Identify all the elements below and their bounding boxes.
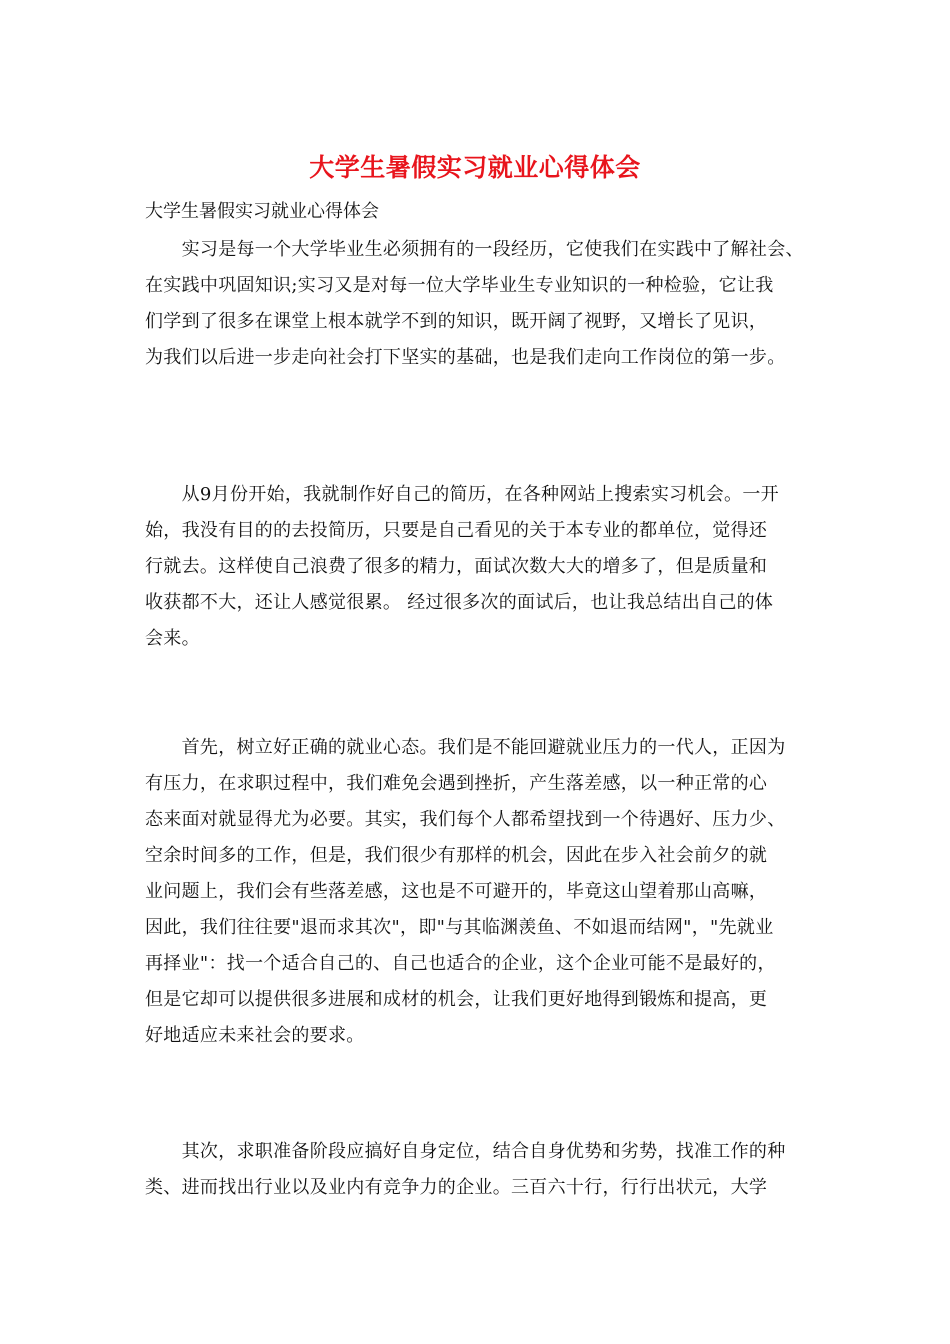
- paragraph-3: [145, 730, 815, 1054]
- paragraph-line: 收获都不大，还让人感觉很累。 经过很多次的面试后，也让我总结出自己的体: [145, 592, 774, 613]
- paragraph-line: 行就去。这样使自己浪费了很多的精力，面试次数大大的增多了，但是质量和: [145, 556, 768, 577]
- paragraph-line: 类、进而找出行业以及业内有竞争力的企业。三百六十行，行行出状元，大学: [145, 1177, 768, 1198]
- paragraph-line: 空余时间多的工作，但是，我们很少有那样的机会，因此在步入社会前夕的就: [145, 845, 768, 866]
- paragraph-line: 始，我没有目的的去投简历，只要是自己看见的关于本专业的都单位，觉得还: [145, 520, 768, 541]
- paragraph-line: 从9月份开始，我就制作好自己的简历，在各种网站上搜索实习机会。一开: [145, 484, 779, 505]
- document-title: 大学生暑假实习就业心得体会: [309, 153, 641, 182]
- paragraph-4: [145, 1134, 815, 1206]
- paragraph-line: 们学到了很多在课堂上根本就学不到的知识，既开阔了视野，又增长了见识，: [145, 311, 768, 332]
- paragraph-line: 因此，我们往往要"退而求其次"，即"与其临渊羡鱼、不如退而结网"，"先就业: [145, 917, 774, 938]
- paragraph-line: 有压力，在求职过程中，我们难免会遇到挫折，产生落差感，以一种正常的心: [145, 773, 768, 794]
- paragraph-line: 首先，树立好正确的就业心态。我们是不能回避就业压力的一代人，正因为: [145, 737, 786, 758]
- paragraph-line: 态来面对就显得尤为必要。其实，我们每个人都希望找到一个待遇好、压力少、: [145, 809, 786, 830]
- paragraph-2: [145, 477, 815, 657]
- paragraph-1: [145, 232, 815, 376]
- paragraph-line: 但是它却可以提供很多进展和成材的机会，让我们更好地得到锻炼和提高，更: [145, 989, 768, 1010]
- paragraph-line: 为我们以后进一步走向社会打下坚实的基础，也是我们走向工作岗位的第一步。: [145, 347, 786, 368]
- paragraph-line: 实习是每一个大学毕业生必须拥有的一段经历，它使我们在实践中了解社会、: [145, 239, 804, 260]
- document-subtitle: 大学生暑假实习就业心得体会: [145, 201, 379, 222]
- paragraph-line: 好地适应未来社会的要求。: [145, 1025, 365, 1046]
- paragraph-line: 业问题上，我们会有些落差感，这也是不可避开的，毕竟这山望着那山高嘛，: [145, 881, 768, 902]
- paragraph-line: 在实践中巩固知识;实习又是对每一位大学毕业生专业知识的一种检验，它让我: [145, 275, 774, 296]
- paragraph-line: 会来。: [145, 628, 200, 649]
- paragraph-line: 再择业"：找一个适合自己的、自己也适合的企业，这个企业可能不是最好的，: [145, 953, 776, 974]
- paragraph-line: 其次，求职准备阶段应搞好自身定位，结合自身优势和劣势，找准工作的种: [145, 1141, 786, 1162]
